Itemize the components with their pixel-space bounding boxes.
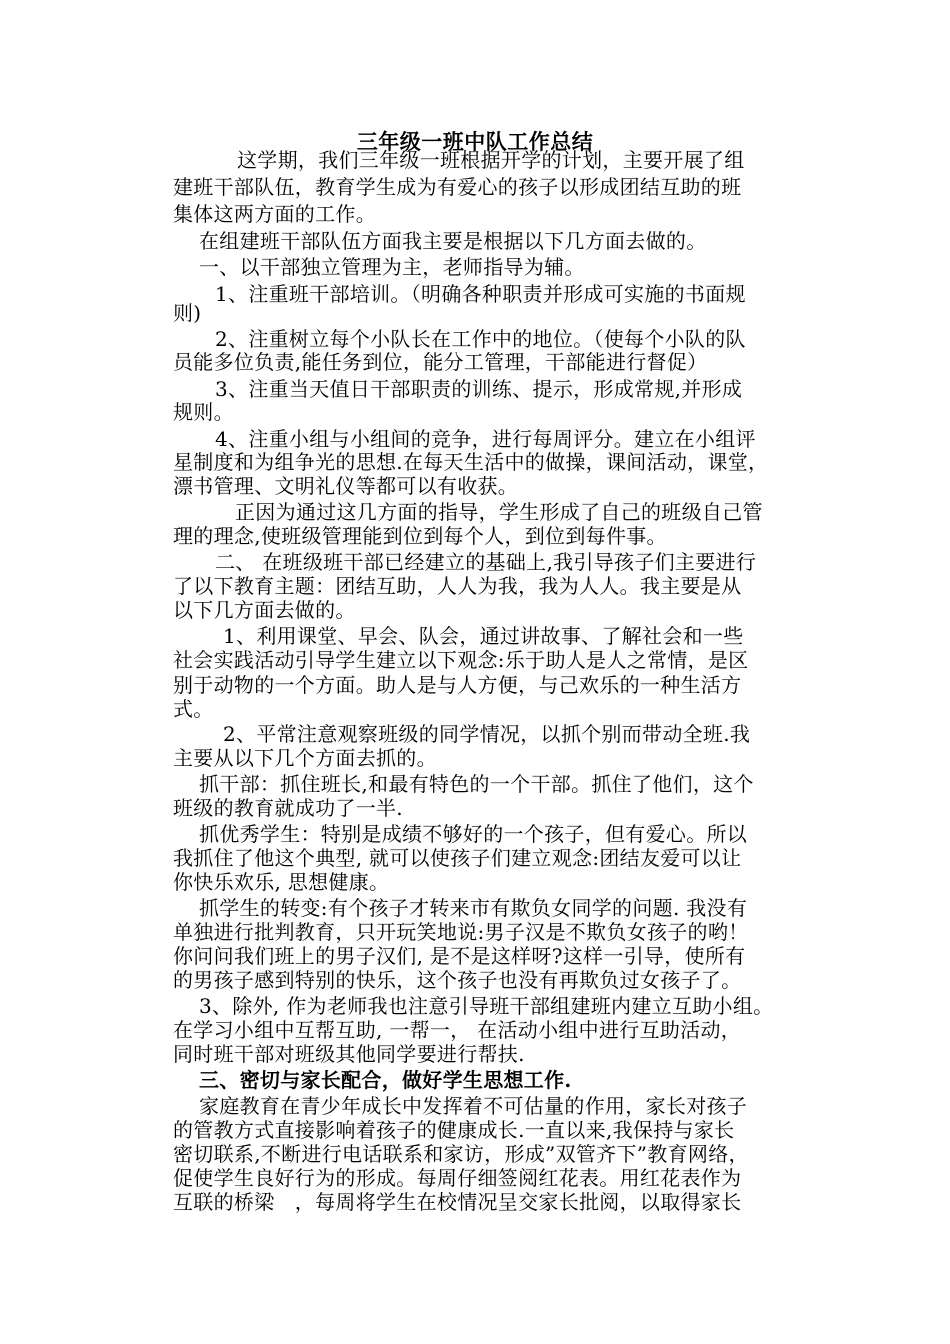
paragraph-line: 的管教方式直接影响着孩子的健康成长.一直以来,我保持与家长 bbox=[173, 1118, 735, 1142]
paragraph-line: 同时班干部对班级其他同学要进行帮扶. bbox=[173, 1042, 525, 1066]
paragraph-line: 漂书管理、文明礼仪等都可以有收获。 bbox=[173, 474, 519, 498]
paragraph-line: 二、 在班级班干部已经建立的基础上,我引导孩子们主要进行 bbox=[215, 550, 757, 574]
paragraph-line: 集体这两方面的工作。 bbox=[173, 202, 376, 226]
paragraph-line: 星制度和为组争光的思想.在每天生活中的做操，课间活动，课堂， bbox=[173, 450, 769, 474]
paragraph-line: 理的理念,使班级管理能到位到每个人，到位到每件事。 bbox=[173, 524, 667, 548]
paragraph-line: 在学习小组中互帮互助, 一帮一， 在活动小组中进行互助活动， bbox=[173, 1018, 742, 1042]
paragraph-line: 建班干部队伍，教育学生成为有爱心的孩子以形成团结互助的班 bbox=[173, 175, 742, 199]
paragraph-line: 4、注重小组与小组间的竞争，进行每周评分。建立在小组评 bbox=[215, 427, 756, 451]
paragraph-line: 社会实践活动引导学生建立以下观念:乐于助人是人之常情，是区 bbox=[173, 648, 749, 672]
paragraph-line: 你问问我们班上的男子汉们, 是不是这样呀?这样一引导，使所有 bbox=[173, 944, 746, 968]
paragraph-line: 促使学生良好行为的形成。每周仔细签阅红花表。用红花表作为 bbox=[173, 1166, 742, 1190]
paragraph-line: 式。 bbox=[173, 697, 214, 721]
document-title: 三年级一班中队工作总结 bbox=[356, 129, 594, 154]
paragraph-line: 主要从以下几个方面去抓的。 bbox=[173, 746, 437, 770]
section-heading: 三、密切与家长配合，做好学生思想工作. bbox=[199, 1068, 572, 1092]
paragraph-line: 了以下教育主题：团结互助，人人为我，我为人人。我主要是从 bbox=[173, 574, 742, 598]
paragraph-line: 抓优秀学生：特别是成绩不够好的一个孩子，但有爱心。所以 bbox=[199, 822, 748, 846]
paragraph-line: 2、平常注意观察班级的同学情况，以抓个别而带动全班.我 bbox=[223, 722, 751, 746]
paragraph-line: 则) bbox=[173, 301, 202, 325]
paragraph-line: 以下几方面去做的。 bbox=[173, 598, 356, 622]
paragraph-line: 正因为通过这几方面的指导，学生形成了自己的班级自己管 bbox=[235, 500, 763, 524]
paragraph-line: 2、注重树立每个小队长在工作中的地位。（使每个小队的队 bbox=[215, 327, 746, 351]
paragraph-line: 家庭教育在青少年成长中发挥着不可估量的作用，家长对孩子 bbox=[199, 1094, 748, 1118]
paragraph-line: 我抓住了他这个典型, 就可以使孩子们建立观念:团结友爱可以让 bbox=[173, 846, 742, 870]
paragraph-line: 3、除外, 作为老师我也注意引导班干部组建班内建立互助小组。 bbox=[199, 994, 774, 1018]
paragraph-line: 的男孩子感到特别的快乐，这个孩子也没有再欺负过女孩子了。 bbox=[173, 968, 742, 992]
paragraph-line: 1、利用课堂、早会、队会，通过讲故事、了解社会和一些 bbox=[223, 624, 744, 648]
paragraph-line: 一、以干部独立管理为主，老师指导为辅。 bbox=[199, 255, 585, 279]
paragraph-line: 密切联系,不断进行电话联系和家访，形成”双管齐下”教育网络， bbox=[173, 1142, 749, 1166]
paragraph-line: 在组建班干部队伍方面我主要是根据以下几方面去做的。 bbox=[199, 229, 707, 253]
paragraph-line: 别于动物的一个方面。助人是与人方便，与己欢乐的一种生活方 bbox=[173, 673, 742, 697]
paragraph-line: 3、注重当天值日干部职责的训练、提示，形成常规,并形成 bbox=[215, 377, 743, 401]
paragraph-line: 抓干部：抓住班长,和最有特色的一个干部。抓住了他们，这个 bbox=[199, 772, 754, 796]
paragraph-line: 规则。 bbox=[173, 400, 234, 424]
paragraph-line: 单独进行批判教育，只开玩笑地说:男子汉是不欺负女孩子的哟！ bbox=[173, 920, 749, 944]
paragraph-line: 1、注重班干部培训。（明确各种职责并形成可实施的书面规 bbox=[215, 282, 746, 306]
paragraph-line: 这学期，我们三年级一班根据开学的计划，主要开展了组 bbox=[237, 148, 745, 172]
paragraph-line: 班级的教育就成功了一半. bbox=[173, 796, 403, 820]
paragraph-line: 你快乐欢乐, 思想健康。 bbox=[173, 870, 390, 894]
paragraph-line: 员能多位负责,能任务到位，能分工管理，干部能进行督促） bbox=[173, 350, 708, 374]
paragraph-line: 抓学生的转变:有个孩子才转来市有欺负女同学的问题. 我没有 bbox=[199, 896, 748, 920]
paragraph-line: 互联的桥梁 ，每周将学生在校情况呈交家长批阅，以取得家长 bbox=[173, 1190, 742, 1214]
